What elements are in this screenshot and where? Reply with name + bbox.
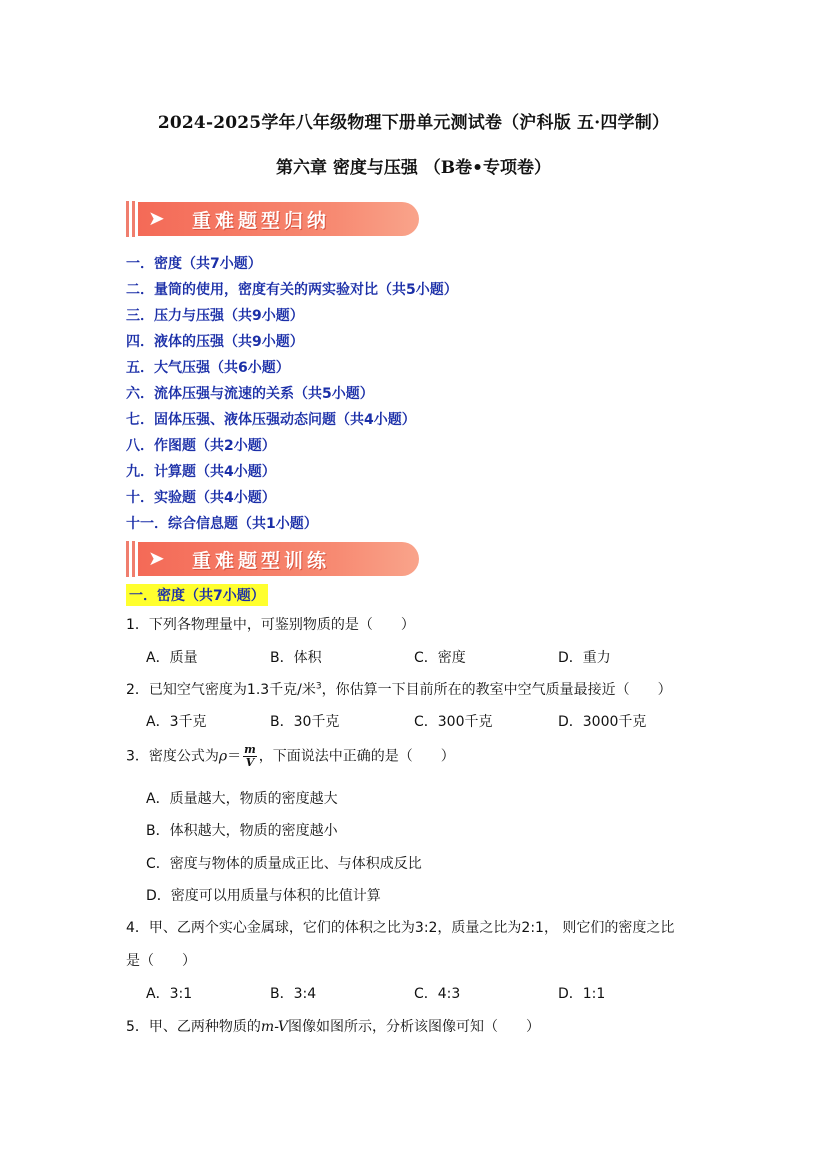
- topic-item: 七．固体压强、液体压强动态问题（共4小题）: [126, 412, 416, 428]
- question-1-option-b: B．体积: [270, 650, 322, 666]
- question-5-stem: [126, 1016, 540, 1036]
- question-4-option-c: C．4:3: [414, 986, 461, 1002]
- question-5-stem-text: 5．甲、乙两种物质的: [126, 1019, 261, 1035]
- banner-training: [126, 541, 421, 577]
- question-3-option-a: A．质量越大，物质的密度越大: [146, 791, 338, 807]
- topic-item: 三．压力与压强（共9小题）: [126, 308, 304, 324]
- question-3-stem-text: 3．密度公式为: [126, 748, 219, 765]
- question-5-stem-text: 图像如图所示，分析该图像可知（ ）: [288, 1019, 541, 1035]
- question-4-option-b: B．3:4: [270, 986, 317, 1002]
- fraction-denominator: V: [245, 756, 255, 769]
- document-title: 2024-2025学年八年级物理下册单元测试卷（沪科版 五·四学制）: [157, 113, 670, 133]
- superscript: 3: [315, 681, 322, 692]
- chevron-right-icon: ➤: [148, 206, 165, 230]
- equals-sign: ＝: [227, 748, 242, 765]
- banner-summary: [126, 201, 421, 237]
- question-4-stem-line1: 4．甲、乙两个实心金属球，它们的体积之比为3:2，质量之比为2:1， 则它们的密度之比: [126, 920, 675, 936]
- question-1-option-a: A．质量: [146, 650, 198, 666]
- question-4-option-d: D．1:1: [558, 986, 606, 1002]
- question-2-option-d: D．3000千克: [558, 714, 647, 730]
- question-3-option-c: C．密度与物体的质量成正比、与体积成反比: [146, 856, 422, 872]
- chevron-right-icon: ➤: [148, 546, 165, 570]
- question-1-option-d: D．重力: [558, 650, 611, 666]
- topic-list: [126, 254, 458, 540]
- banner-stripe: [126, 201, 129, 237]
- question-4-stem-line2: 是（ ）: [126, 953, 196, 969]
- question-3-stem: [126, 744, 455, 769]
- topic-item: 四．液体的压强（共9小题）: [126, 334, 304, 350]
- topic-item: 十．实验题（共4小题）: [126, 490, 276, 506]
- banner-summary-label: 重难题型归纳: [192, 210, 331, 232]
- topic-item: 八．作图题（共2小题）: [126, 438, 276, 454]
- question-2-option-b: B．30千克: [270, 714, 340, 730]
- question-3-stem-text: ，下面说法中正确的是（ ）: [258, 748, 455, 765]
- banner-stripe: [132, 541, 135, 577]
- topic-item: 九．计算题（共4小题）: [126, 464, 276, 480]
- density-fraction: [243, 744, 257, 769]
- topic-item: 五．大气压强（共6小题）: [126, 360, 290, 376]
- question-2-option-c: C．300千克: [414, 714, 493, 730]
- question-3-option-d: D．密度可以用质量与体积的比值计算: [146, 888, 381, 904]
- question-4-option-a: A．3:1: [146, 986, 193, 1002]
- banner-stripe: [126, 541, 129, 577]
- question-1-stem: 1．下列各物理量中，可鉴别物质的是（ ）: [126, 617, 415, 633]
- rho-symbol: ρ: [218, 748, 228, 765]
- topic-item: 六．流体压强与流速的关系（共5小题）: [126, 386, 374, 402]
- question-1-option-c: C．密度: [414, 650, 466, 666]
- question-2-option-a: A．3千克: [146, 714, 207, 730]
- question-2-stem: [126, 679, 672, 699]
- question-2-stem-text: ，你估算一下目前所在的教室中空气质量最接近（ ）: [321, 682, 672, 698]
- question-3-option-b: B．体积越大，物质的密度越小: [146, 823, 338, 839]
- question-2-stem-text: 2．已知空气密度为1.3千克/米: [126, 682, 316, 698]
- topic-item: 十一．综合信息题（共1小题）: [126, 516, 318, 532]
- document-subtitle: 第六章 密度与压强 （B卷•专项卷）: [275, 158, 552, 178]
- mv-symbol: m-V: [260, 1019, 289, 1035]
- topic-item: 二．量筒的使用，密度有关的两实验对比（共5小题）: [126, 282, 458, 298]
- section-heading: 一．密度（共7小题）: [126, 584, 268, 606]
- banner-stripe: [132, 201, 135, 237]
- banner-training-label: 重难题型训练: [192, 550, 331, 572]
- fraction-numerator: m: [244, 743, 256, 756]
- topic-item: 一．密度（共7小题）: [126, 256, 262, 272]
